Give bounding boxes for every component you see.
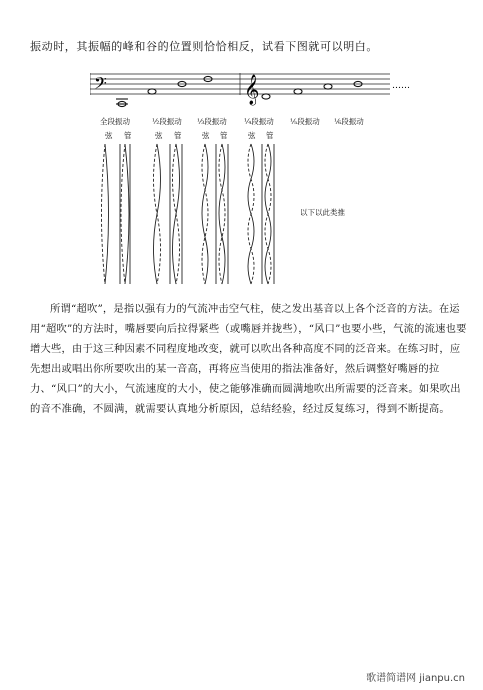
col-sub-4-left: 弦 xyxy=(248,131,256,140)
side-note: 以下以此类推 xyxy=(300,208,345,217)
col-head-1: 全段振动 xyxy=(100,117,130,126)
col-sub-2-left: 弦 xyxy=(155,131,163,140)
col-sub-3-right: 管 xyxy=(220,131,228,140)
col-sub-2-right: 管 xyxy=(174,131,182,140)
harmonic-staff xyxy=(90,68,430,112)
intro-line: 振动时，其振幅的峰和谷的位置则恰恰相反，试看下图就可以明白。 xyxy=(30,40,378,53)
col-head-4: ¼段振动 xyxy=(244,117,274,126)
col-head-3: ⅓段振动 xyxy=(197,117,227,126)
paragraph: 所谓“超吹”，是指以强有力的气流冲击空气柱，使之发出基音以上各个泛音的方法。在运用“超吹”的方法时，嘴唇要向后拉得紧些（或嘴唇并拢些），“风口”也要小些，气流的流速也要增大些，由于这三种因素不同程度地改变，就可以吹出各种高度不同的泛音来。在练习时，应先想出或唱出你所要吹出的某一音高，再将应当使用的指法准备好，然后调整好嘴唇的拉力、“风口”的大小，气流速度的大小，使之能够准确而圆满地吹出所需要的泛音来。如果吹出的音不准确，不圆满，就需要认真地分析原因，总结经验，经过反复练习，得到不断提高。 xyxy=(30,303,467,415)
vibration-diagram xyxy=(95,142,285,287)
col-head-2: ½段振动 xyxy=(152,117,182,126)
note-5 xyxy=(262,94,270,99)
col-sub-3-left: 弦 xyxy=(202,131,210,140)
col-sub-1-left: 弦 xyxy=(105,131,113,140)
treble-clef-icon: 𝄞 xyxy=(244,75,260,105)
note-6 xyxy=(294,89,302,94)
staff-ellipsis: …… xyxy=(392,81,410,91)
note-2 xyxy=(148,89,156,94)
watermark-footer: 歌谱简谱网 jianpu.cn xyxy=(366,673,465,684)
bass-clef-icon: 𝄢 xyxy=(94,73,107,97)
col-head-6: ⅙段振动 xyxy=(334,117,364,126)
col-sub-4-right: 管 xyxy=(266,131,274,140)
col-sub-1-right: 管 xyxy=(124,131,132,140)
body-text xyxy=(30,299,470,419)
note-7 xyxy=(324,84,332,89)
col-head-5: ⅕段振动 xyxy=(290,117,320,126)
